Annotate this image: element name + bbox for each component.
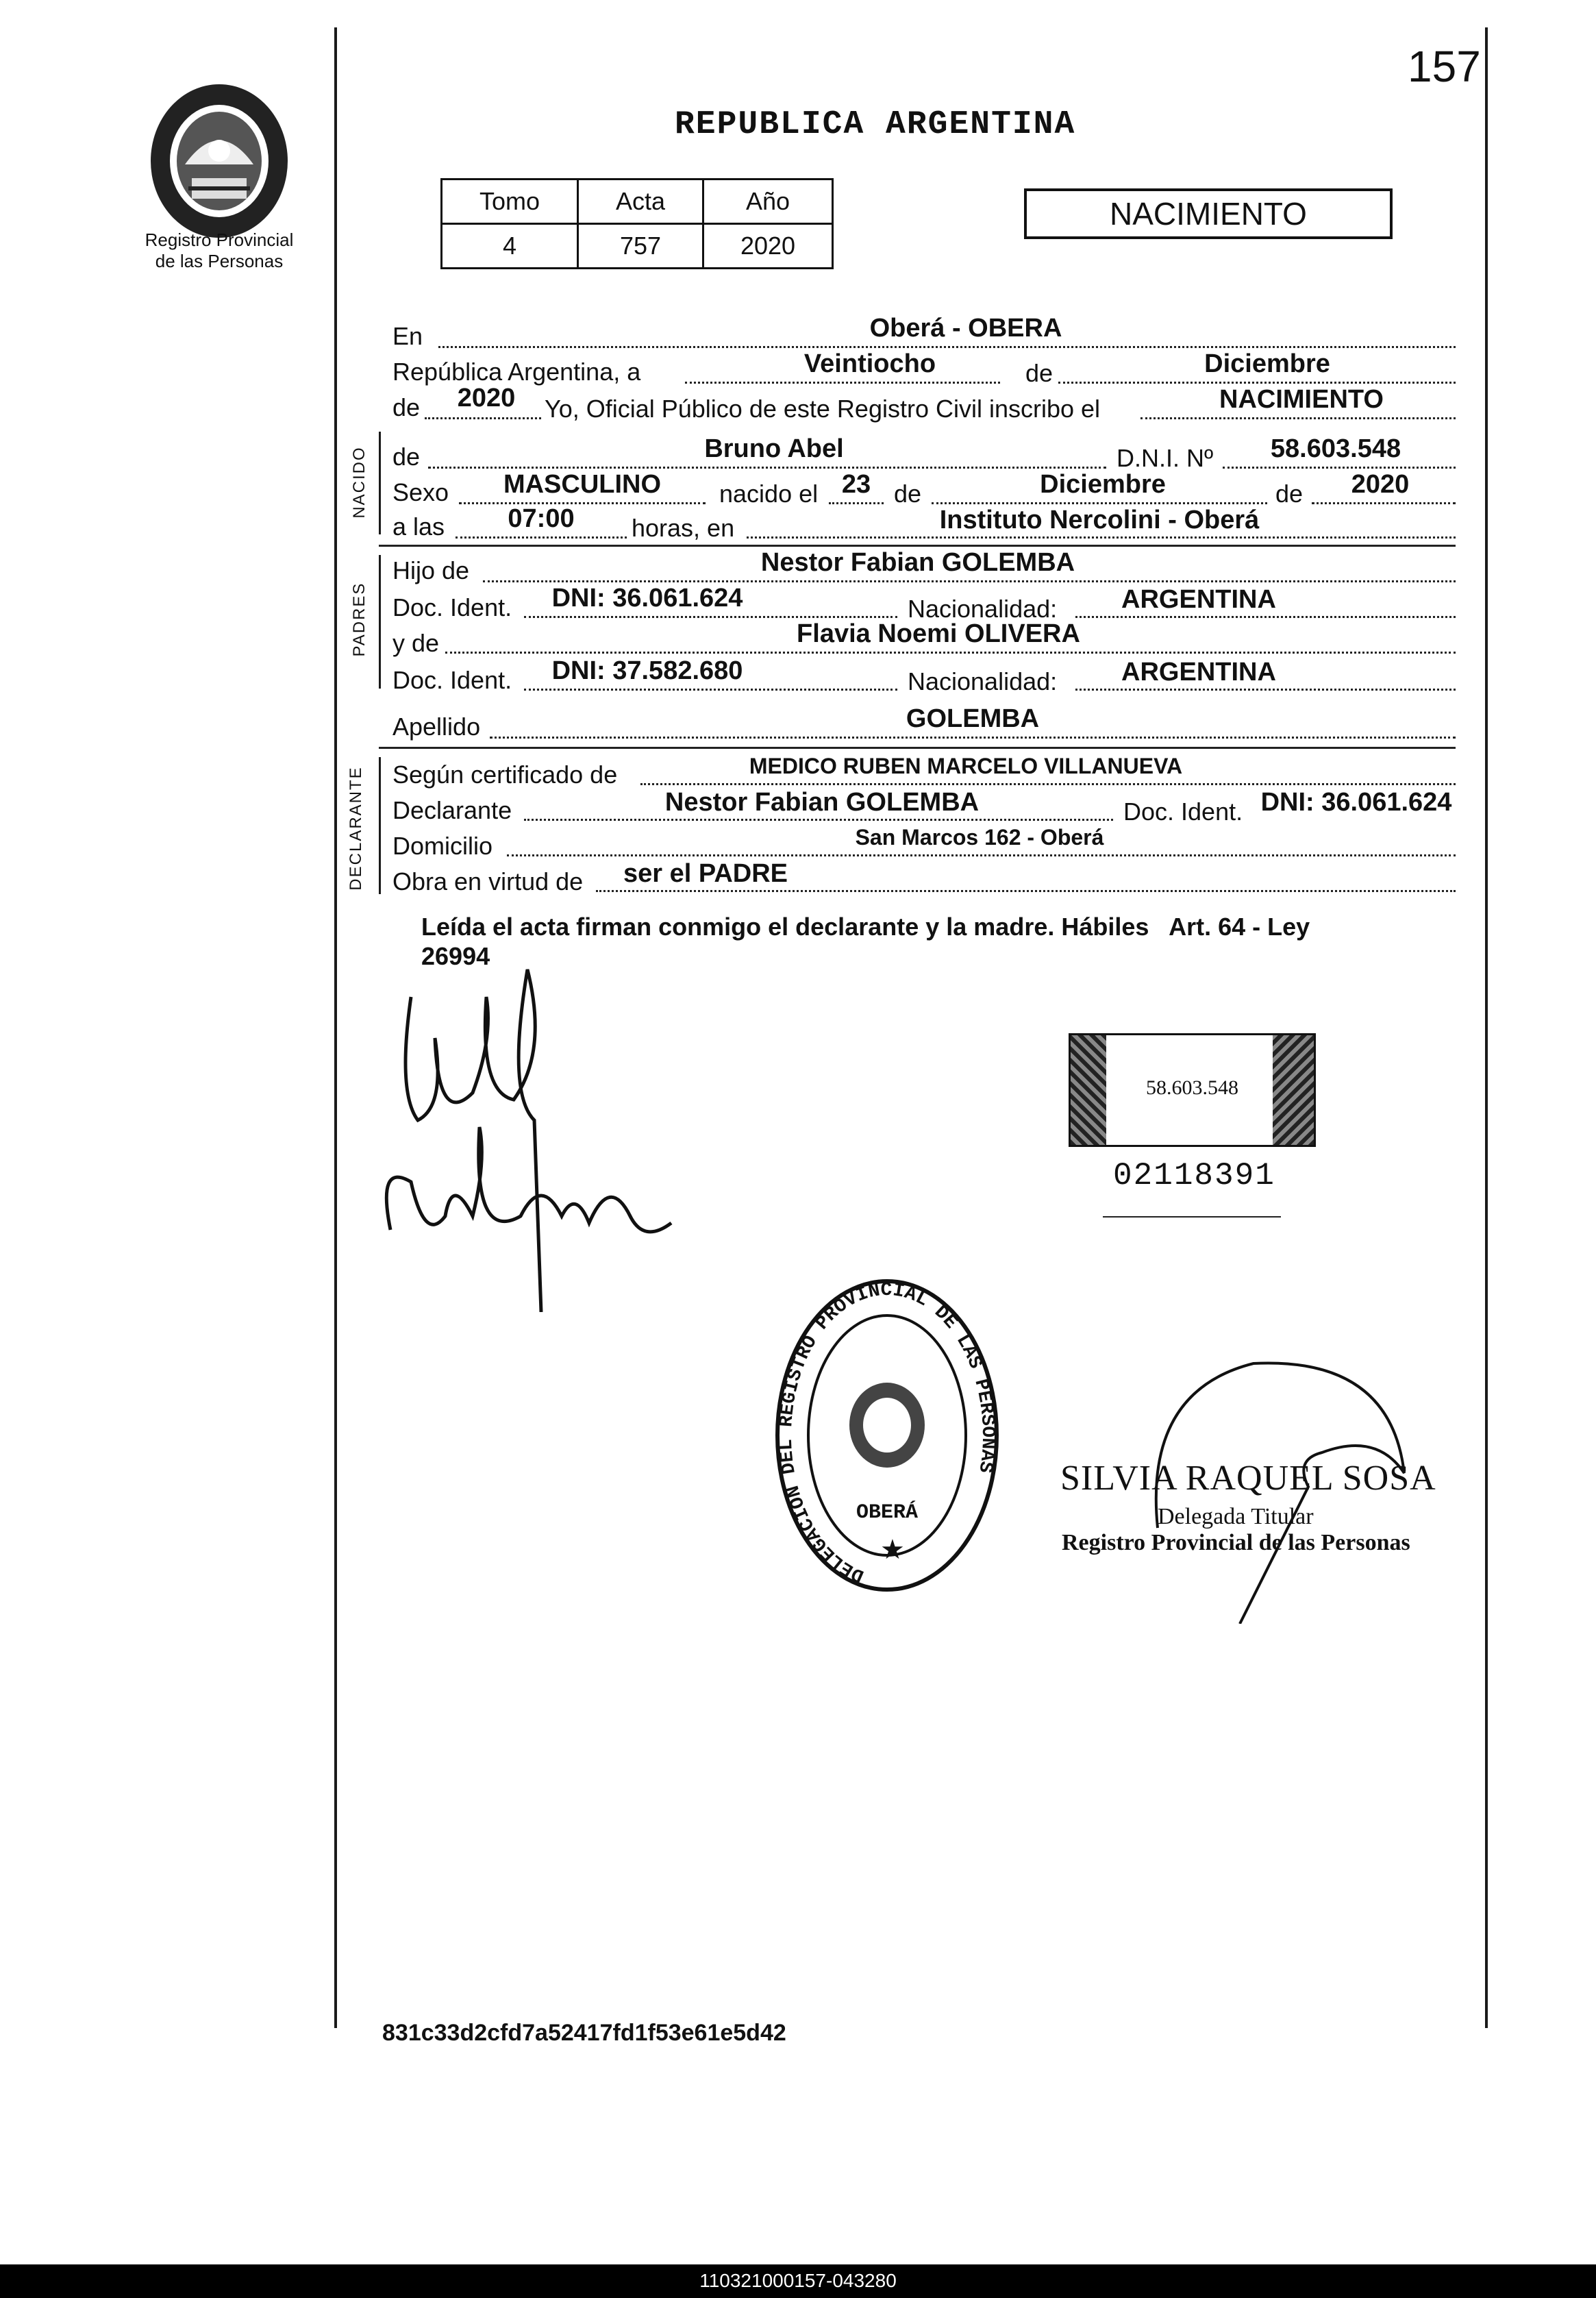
de-label-name: de — [392, 443, 421, 471]
dots-name — [428, 467, 1106, 469]
hash-code: 831c33d2cfd7a52417fd1f53e61e5d42 — [382, 2020, 786, 2046]
declarante-label: Declarante — [392, 796, 512, 824]
closing-line-2-text: 26994 — [421, 942, 490, 970]
republica-label: República Argentina, a — [392, 358, 641, 386]
dots-hour — [456, 536, 627, 539]
dots-declarante — [524, 819, 1113, 821]
mother-value: Flavia Noemi OLIVERA — [797, 619, 1080, 648]
dots-domicilio — [507, 854, 1456, 856]
table-header-acta: Acta — [578, 180, 703, 224]
declarant-signature — [370, 956, 712, 1312]
en-value: Oberá - OBERA — [869, 314, 1062, 343]
dni-label: D.N.I. Nº — [1117, 444, 1214, 472]
fingerprint-right-icon — [1273, 1035, 1314, 1145]
en-label: En — [392, 322, 423, 350]
name-value: Bruno Abel — [704, 434, 844, 463]
doc-ident-label-mother: Doc. Ident. — [392, 666, 512, 694]
province-shield-icon — [147, 75, 291, 240]
certificado-value: MEDICO RUBEN MARCELO VILLANUEVA — [749, 754, 1183, 778]
nacido-side-label: NACIDO — [350, 446, 369, 519]
dots-inscribe — [1140, 417, 1456, 419]
registry-table — [440, 178, 834, 269]
de-label: de — [1025, 359, 1053, 387]
fingerprint-left-icon — [1071, 1035, 1106, 1145]
mother-nat-value: ARGENTINA — [1121, 658, 1276, 687]
apellido-label: Apellido — [392, 713, 481, 741]
dots-father-nat — [1075, 616, 1456, 618]
de2-label: de — [392, 393, 421, 421]
fingerprint-box — [1069, 1033, 1316, 1147]
oficial-text: Yo, Oficial Público de este Registro Civil inscribo el — [545, 395, 1101, 423]
nacionalidad-label-mother: Nacionalidad: — [908, 667, 1058, 695]
dots-obra — [596, 890, 1456, 892]
hour-value: 07:00 — [508, 504, 575, 533]
right-margin-line — [1485, 27, 1488, 2028]
seal-ring-text: DELEGACION DEL REGISTRO PROVINCIAL DE LAS PERSONAS — [775, 1279, 999, 1586]
dots-certificado — [640, 783, 1456, 785]
closing-line-1-text: Leída el acta firman conmigo el declarante y la madre. Hábiles Art. 64 - Ley — [421, 913, 1310, 941]
dots-father — [483, 580, 1456, 582]
dots-father-doc — [524, 616, 897, 618]
doc-ident-label-declarante: Doc. Ident. — [1123, 798, 1243, 826]
father-nat-value: ARGENTINA — [1121, 585, 1276, 614]
father-value: Nestor Fabian GOLEMBA — [760, 548, 1075, 577]
fingerprint-dni: 58.603.548 — [1146, 1076, 1238, 1099]
heading: REPUBLICA ARGENTINA — [675, 106, 1076, 143]
officer-name: SILVIA RAQUEL SOSA — [1060, 1459, 1436, 1498]
declarante-bracket — [379, 757, 381, 894]
declarante-value: Nestor Fabian GOLEMBA — [664, 788, 980, 817]
registry-seal — [771, 1271, 1003, 1593]
dots-mother — [445, 652, 1456, 654]
seal-star-icon: ★ — [880, 1535, 905, 1565]
de-label-2: de — [894, 480, 922, 508]
table-value-tomo: 4 — [442, 224, 578, 269]
dots-mother-doc — [524, 689, 897, 691]
table-value-ano: 2020 — [703, 224, 833, 269]
year-value: 2020 — [457, 384, 516, 412]
y-de-label: y de — [392, 629, 440, 657]
divider-2 — [379, 747, 1456, 749]
father-doc-value: DNI: 36.061.624 — [551, 584, 743, 613]
footer-bar — [0, 2264, 1596, 2298]
place-value: Instituto Nercolini - Oberá — [939, 506, 1260, 534]
page-number: 157 — [1408, 42, 1481, 91]
dni-value: 58.603.548 — [1270, 434, 1401, 463]
logo-caption-2: de las Personas — [155, 251, 284, 271]
officer-title: Delegada Titular — [1158, 1504, 1314, 1529]
inscribe-value: NACIMIENTO — [1219, 385, 1384, 414]
sexo-value: MASCULINO — [503, 470, 662, 499]
table-header-ano: Año — [703, 180, 833, 224]
de-label-3: de — [1275, 480, 1304, 508]
fingerprint-serial: 02118391 — [1113, 1158, 1275, 1194]
table-value-acta: 757 — [578, 224, 703, 269]
dots-apellido — [490, 737, 1456, 739]
declarante-doc-value: DNI: 36.061.624 — [1260, 788, 1452, 817]
dots-day — [685, 382, 1000, 384]
nacido-bracket — [379, 432, 381, 534]
a-las-label: a las — [392, 512, 445, 541]
obra-label: Obra en virtud de — [392, 867, 584, 895]
obra-value: ser el PADRE — [623, 859, 788, 888]
padres-bracket — [379, 555, 381, 689]
dots-birthmonth — [932, 502, 1267, 504]
nacionalidad-label-father: Nacionalidad: — [908, 595, 1058, 623]
domicilio-value: San Marcos 162 - Oberá — [855, 825, 1104, 850]
serial-underline — [1103, 1216, 1281, 1218]
mother-doc-value: DNI: 37.582.680 — [551, 656, 743, 685]
dots-place — [747, 536, 1456, 539]
birth-day-value: 23 — [841, 470, 871, 499]
divider-1 — [379, 545, 1456, 547]
act-type-box: NACIMIENTO — [1024, 188, 1393, 239]
logo-caption-1: Registro Provincial — [145, 230, 294, 250]
horas-en-label: horas, en — [632, 514, 735, 542]
birth-month-value: Diciembre — [1040, 470, 1166, 499]
certificado-label: Según certificado de — [392, 761, 618, 789]
day-value: Veintiocho — [803, 349, 936, 378]
province-logo — [147, 75, 291, 240]
padres-side-label: PADRES — [350, 582, 369, 657]
table-header-tomo: Tomo — [442, 180, 578, 224]
dots-en — [438, 346, 1456, 348]
month-value: Diciembre — [1204, 349, 1330, 378]
footer-code: 110321000157-043280 — [699, 2270, 897, 2291]
hijo-de-label: Hijo de — [392, 556, 470, 584]
dots-mother-nat — [1075, 689, 1456, 691]
birth-year-value: 2020 — [1351, 470, 1410, 499]
seal-city: OBERÁ — [856, 1501, 919, 1524]
sexo-label: Sexo — [392, 478, 449, 506]
left-margin-line — [334, 27, 337, 2028]
dots-birthyear — [1312, 502, 1456, 504]
officer-office: Registro Provincial de las Personas — [1062, 1530, 1410, 1555]
dots-month — [1058, 382, 1456, 384]
apellido-value: GOLEMBA — [906, 704, 1040, 733]
dots-dni — [1223, 467, 1456, 469]
domicilio-label: Domicilio — [392, 832, 493, 860]
declarante-side-label: DECLARANTE — [347, 766, 365, 891]
dots-birthday — [829, 502, 884, 504]
dots-year — [425, 417, 541, 419]
doc-ident-label-father: Doc. Ident. — [392, 593, 512, 621]
nacido-el-label: nacido el — [719, 480, 819, 508]
